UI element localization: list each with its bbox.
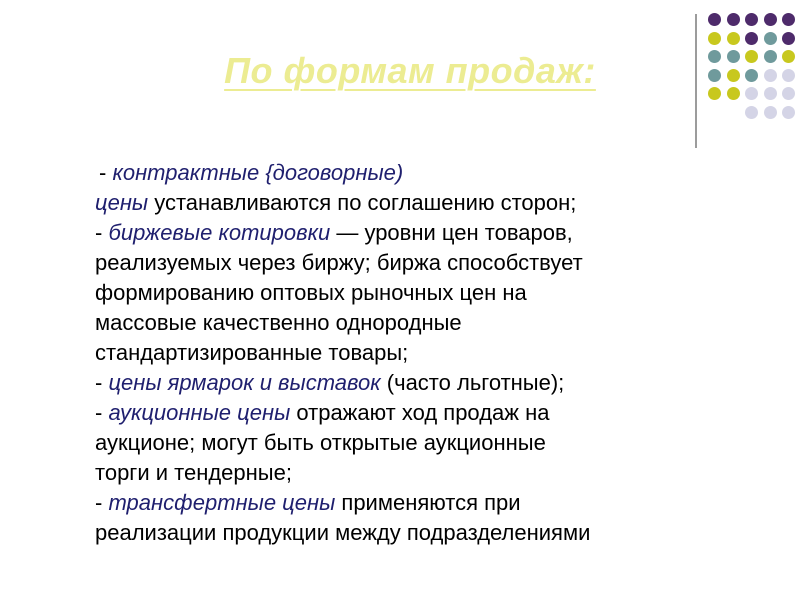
body-segment: - (95, 490, 109, 515)
decorative-dot (782, 69, 795, 82)
decorative-dot (745, 106, 758, 119)
body-line (95, 188, 785, 218)
body-term: цены ярмарок и выставок (108, 370, 381, 395)
decorative-dot (764, 106, 777, 119)
decorative-dot (745, 13, 758, 26)
body-term: цены (95, 190, 149, 215)
body-line (95, 488, 785, 518)
body-segment: - (99, 160, 113, 185)
decorative-dot (764, 69, 777, 82)
body-segment: (часто льготные); (380, 370, 565, 395)
decorative-dot (727, 50, 740, 63)
decorative-dot (782, 50, 795, 63)
body-segment: устанавливаются по соглашению сторон; (148, 190, 577, 215)
decorative-dot (764, 50, 777, 63)
body-segment: торги и тендерные; (95, 460, 292, 485)
body-term: контрактные {договорные) (112, 160, 404, 185)
decorative-dot (708, 69, 721, 82)
body-segment: - (95, 370, 109, 395)
body-segment: реализуемых через биржу; биржа способствует (95, 250, 583, 275)
body-segment: аукционе; могут быть открытые аукционные (95, 430, 546, 455)
decorative-dot (745, 69, 758, 82)
decorative-dot (727, 13, 740, 26)
decorative-dot (745, 32, 758, 45)
body-segment: применяются при (335, 490, 521, 515)
body-segment: отражают ход продаж на (290, 400, 550, 425)
decorative-dot (708, 87, 721, 100)
decorative-dot (782, 32, 795, 45)
body-segment: реализации продукции между подразделениями (95, 520, 591, 545)
slide-body-text (95, 158, 785, 548)
decorative-dot (727, 32, 740, 45)
body-line (95, 248, 785, 278)
vertical-divider (695, 14, 697, 148)
body-term: биржевые котировки (108, 220, 331, 245)
decorative-dot (727, 87, 740, 100)
slide-title: По формам продаж: (224, 50, 596, 91)
body-segment: формированию оптовых рыночных цен на (95, 280, 527, 305)
decorative-dot (782, 106, 795, 119)
body-line (95, 458, 785, 488)
body-line (95, 428, 785, 458)
body-segment: - (95, 220, 109, 245)
body-line (95, 218, 785, 248)
decorative-dot (745, 87, 758, 100)
body-line (95, 278, 785, 308)
body-line (95, 338, 785, 368)
body-segment: стандартизированные товары; (95, 340, 409, 365)
decorative-dot (782, 87, 795, 100)
body-line (95, 518, 785, 548)
decorative-dot (764, 32, 777, 45)
decorative-dot (708, 13, 721, 26)
decorative-dot (764, 87, 777, 100)
body-line (95, 398, 785, 428)
decorative-dot (782, 13, 795, 26)
body-term: аукционные цены (108, 400, 291, 425)
body-term: трансфертные цены (108, 490, 336, 515)
body-line (95, 368, 785, 398)
body-segment: - (95, 400, 109, 425)
body-line (95, 158, 785, 188)
body-line (95, 308, 785, 338)
decorative-dot (708, 50, 721, 63)
decorative-dot (745, 50, 758, 63)
decorative-dot (764, 13, 777, 26)
body-segment: — уровни цен товаров, (330, 220, 573, 245)
decorative-dot (708, 32, 721, 45)
body-segment: массовые качественно однородные (95, 310, 462, 335)
decorative-dot (727, 69, 740, 82)
